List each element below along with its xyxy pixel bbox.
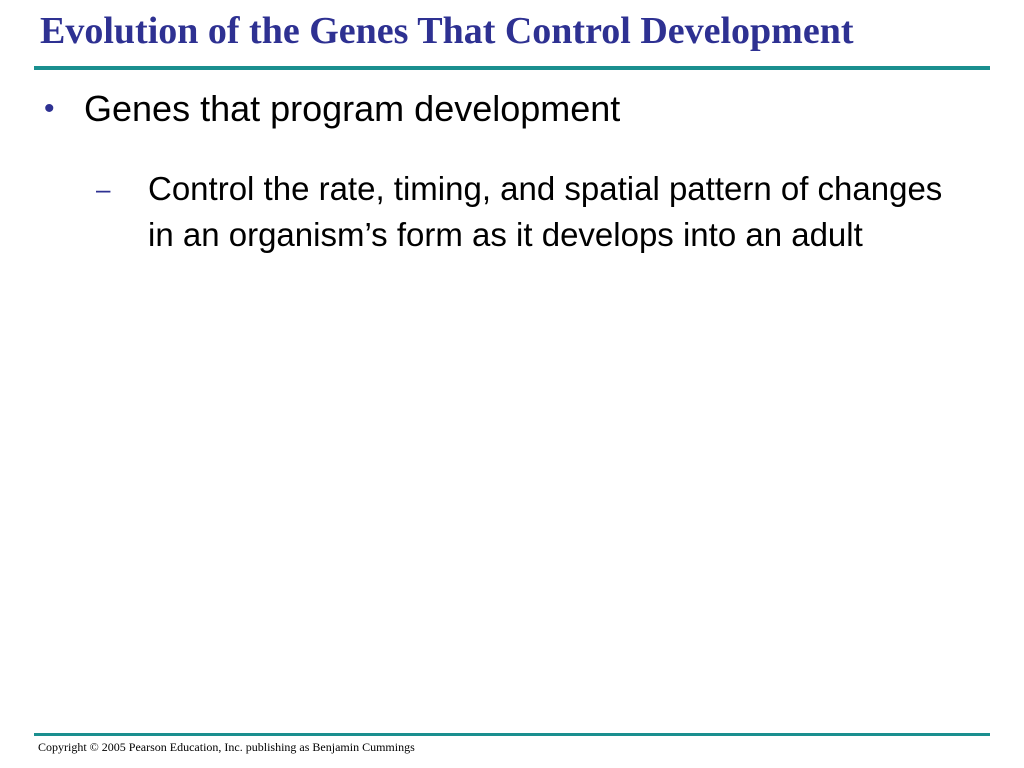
bullet-dot-icon: • — [44, 92, 55, 125]
title-divider — [34, 66, 990, 70]
slide-title: Evolution of the Genes That Control Development — [40, 10, 854, 52]
bullet-text: Genes that program development — [84, 88, 621, 129]
sub-bullet-text: Control the rate, timing, and spatial pattern of changes in an organism’s form as it develops into an adult — [148, 170, 943, 253]
footer-divider — [34, 733, 990, 736]
sub-bullet-dash-icon: – — [96, 174, 111, 204]
copyright-footer: Copyright © 2005 Pearson Education, Inc. publishing as Benjamin Cummings — [38, 740, 415, 754]
